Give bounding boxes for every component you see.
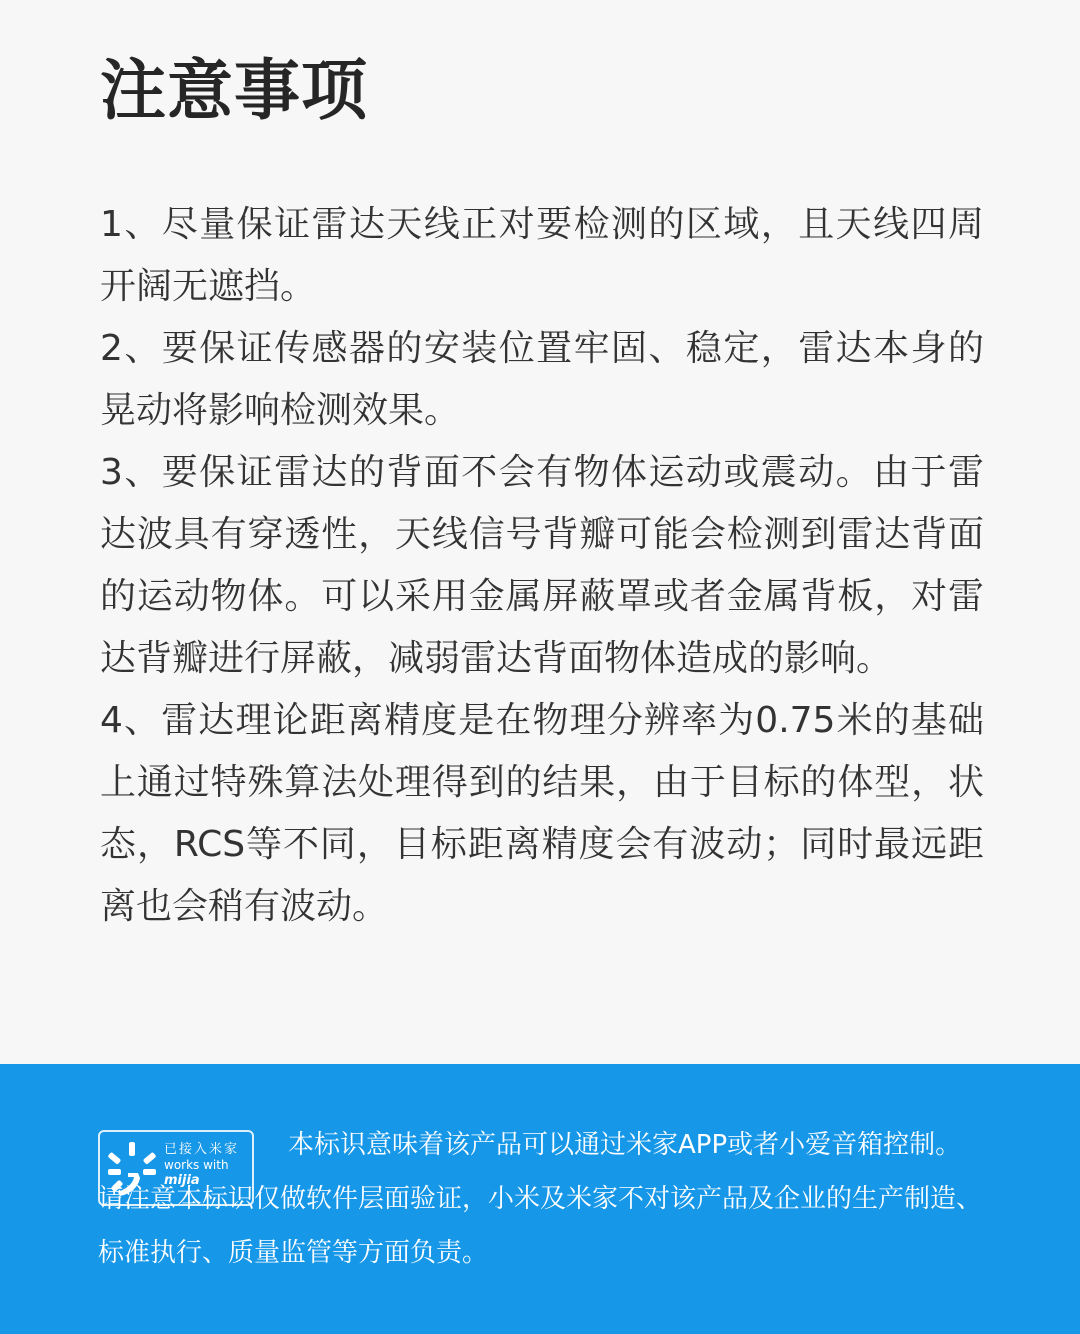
- note-item-4: 4、雷达理论距离精度是在物理分辨率为0.75米的基础上通过特殊算法处理得到的结果，由于目标的体型，状态，RCS等不同，目标距离精度会有波动；同时最远距离也会稍有波动。: [100, 700, 984, 927]
- mijia-footer: [0, 1064, 1080, 1334]
- note-item-2: 2、要保证传感器的安装位置牢固、稳定，雷达本身的晃动将影响检测效果。: [100, 328, 984, 431]
- page-title: 注意事项: [100, 52, 368, 129]
- disclaimer-text: 本标识意味着该产品可以通过米家APP或者小爱音箱控制。请注意本标识仅做软件层面验证，小米及米家不对该产品及企业的生产制造、标准执行、质量监管等方面负责。: [98, 1130, 983, 1268]
- notes-list: [100, 194, 984, 938]
- note-item-3: 3、要保证雷达的背面不会有物体运动或震动。由于雷达波具有穿透性，天线信号背瓣可能会检测到雷达背面的运动物体。可以采用金属屏蔽罩或者金属背板，对雷达背瓣进行屏蔽，减弱雷达背面物体造成的影响。: [100, 452, 984, 679]
- mijia-wordmark: mijia: [164, 1173, 200, 1188]
- badge-en-label: works with: [164, 1158, 229, 1172]
- note-item-1: 1、尽量保证雷达天线正对要检测的区域，且天线四周开阔无遮挡。: [100, 204, 984, 307]
- badge-cn-label: 已接入米家: [164, 1142, 240, 1157]
